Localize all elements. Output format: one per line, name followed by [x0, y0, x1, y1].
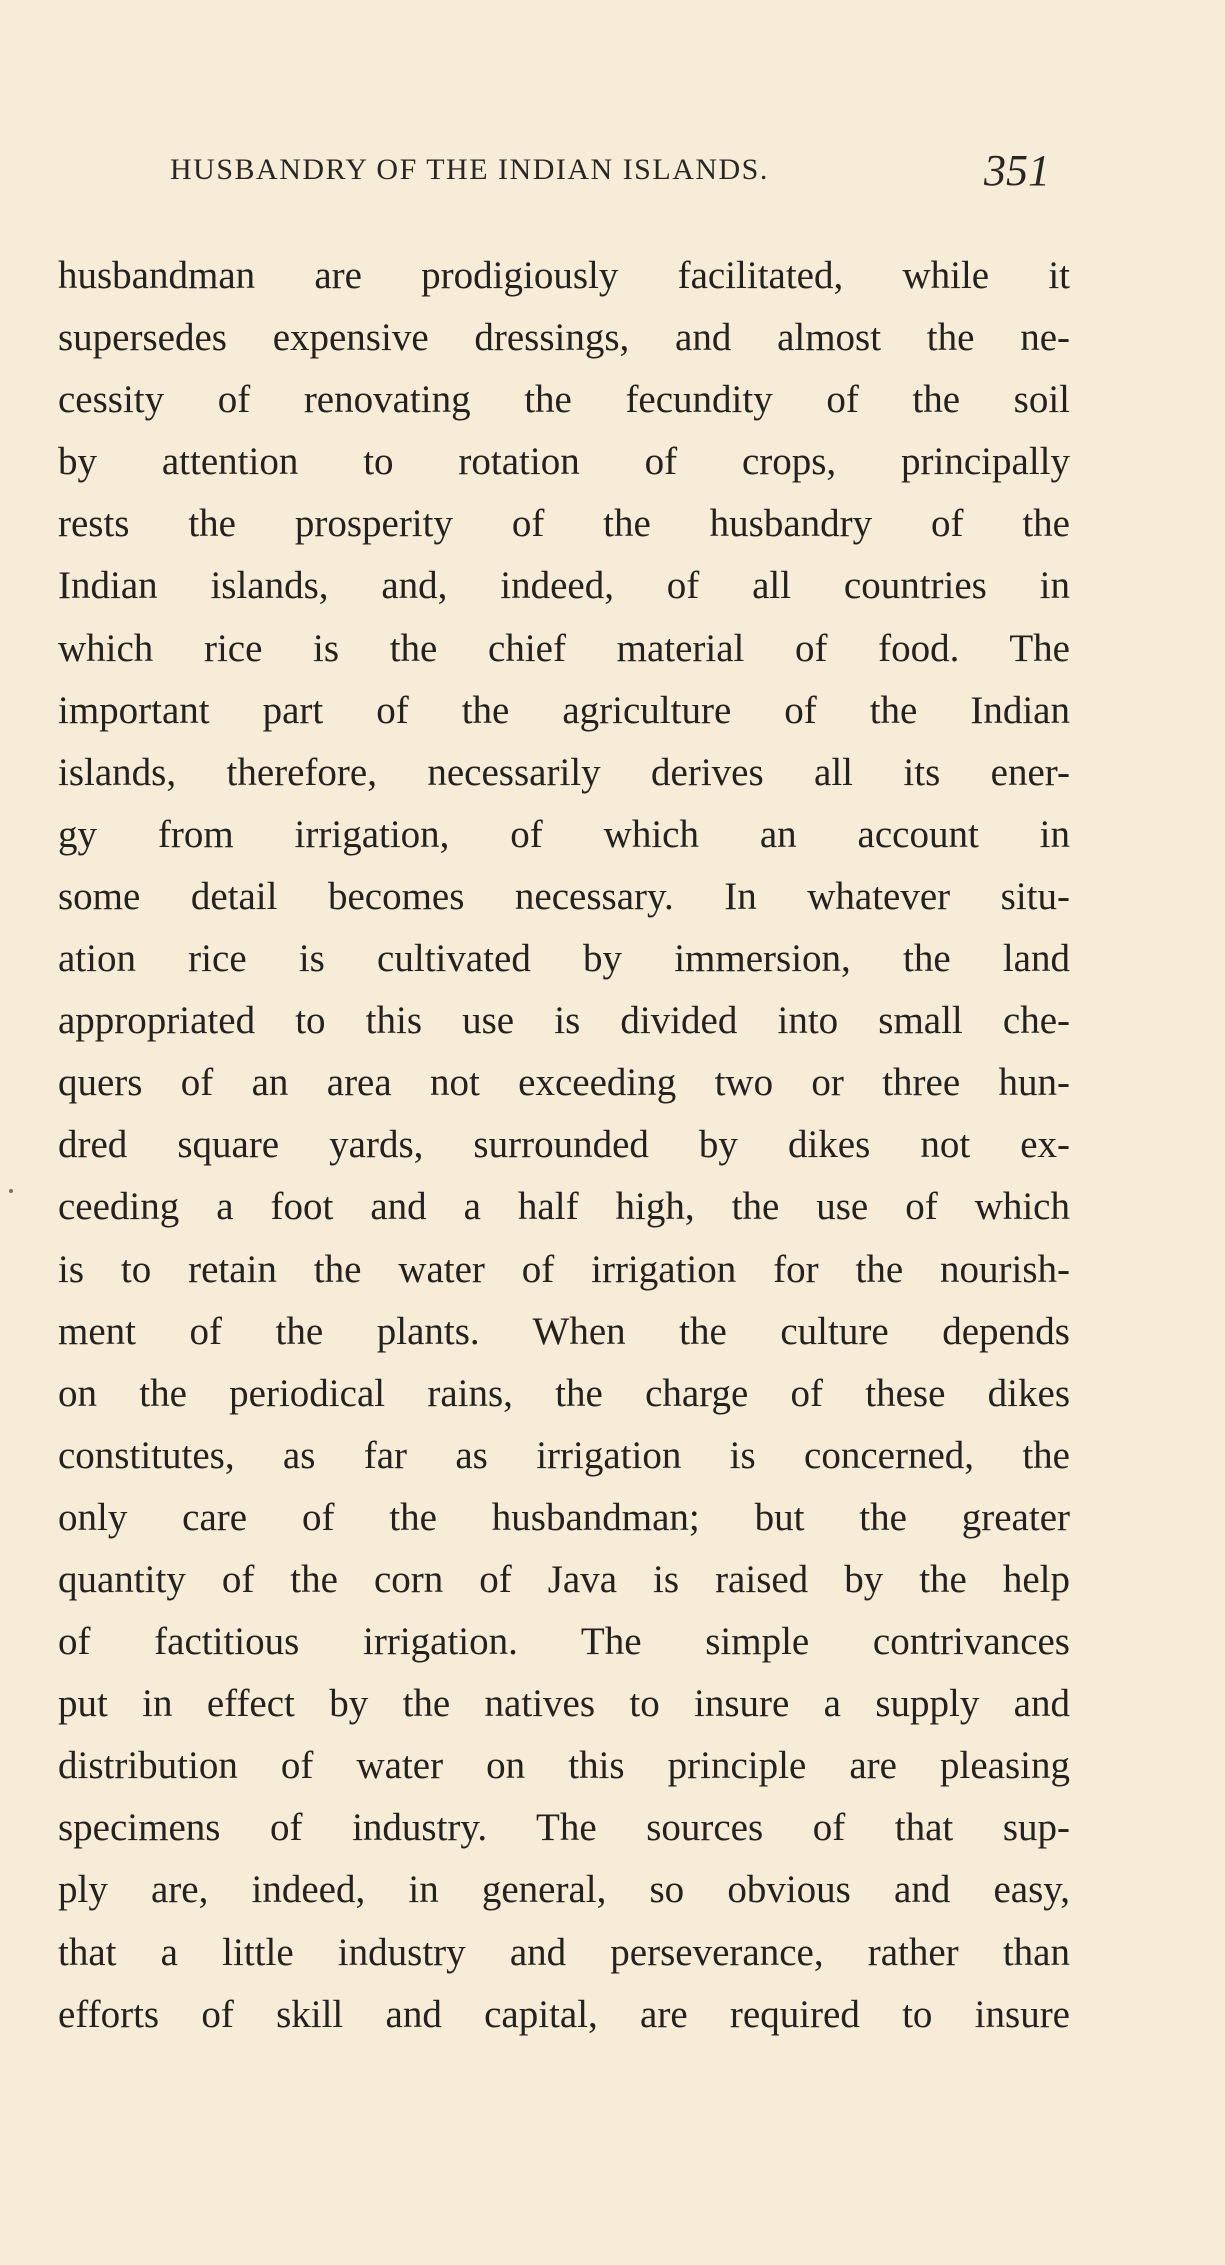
text-line: gy from irrigation, of which an account in	[58, 812, 1070, 856]
text-line: ply are, indeed, in general, so obvious and easy,	[58, 1868, 1070, 1912]
text-line: dred square yards, surrounded by dikes not ex-	[58, 1123, 1070, 1167]
text-line: ation rice is cultivated by immersion, the land	[58, 937, 1070, 981]
text-line: ceeding a foot and a half high, the use of which	[58, 1185, 1070, 1229]
page-number: 351	[984, 146, 1050, 195]
text-line: is to retain the water of irrigation for the nourish-	[58, 1247, 1070, 1291]
text-line: husbandman are prodigiously facilitated, while it	[58, 254, 1070, 297]
text-line: constitutes, as far as irrigation is concerned, the	[58, 1433, 1070, 1477]
text-line: quantity of the corn of Java is raised by the help	[58, 1557, 1070, 1601]
text-line: which rice is the chief material of food. The	[58, 626, 1070, 670]
text-line: important part of the agriculture of the Indian	[58, 688, 1070, 732]
text-line: put in effect by the natives to insure a supply and	[58, 1682, 1070, 1726]
margin-speck	[9, 1189, 13, 1193]
text-line: efforts of skill and capital, are required to insure	[58, 1992, 1070, 2036]
text-line: ment of the plants. When the culture depends	[58, 1309, 1070, 1353]
text-line: quers of an area not exceeding two or three hun-	[58, 1061, 1070, 1105]
text-line: by attention to rotation of crops, principally	[58, 440, 1070, 484]
text-line: appropriated to this use is divided into small che-	[58, 999, 1070, 1043]
body-text	[58, 245, 1070, 2046]
text-line: distribution of water on this principle are pleasing	[58, 1744, 1070, 1788]
text-line: specimens of industry. The sources of that sup-	[58, 1806, 1070, 1850]
text-line: cessity of renovating the fecundity of the soil	[58, 378, 1070, 422]
text-line: on the periodical rains, the charge of these dikes	[58, 1371, 1070, 1415]
text-line: Indian islands, and, indeed, of all countries in	[58, 564, 1070, 608]
text-line: islands, therefore, necessarily derives all its ener-	[58, 750, 1070, 794]
running-title: HUSBANDRY OF THE INDIAN ISLANDS.	[170, 153, 769, 186]
text-line: that a little industry and perseverance, rather than	[58, 1930, 1070, 1974]
text-line: only care of the husbandman; but the greater	[58, 1495, 1070, 1539]
text-line: of factitious irrigation. The simple contrivances	[58, 1620, 1070, 1664]
text-line: some detail becomes necessary. In whatever situ-	[58, 874, 1070, 918]
text-line: supersedes expensive dressings, and almost the ne-	[58, 316, 1070, 360]
text-line: rests the prosperity of the husbandry of the	[58, 502, 1070, 546]
running-head	[170, 145, 1050, 201]
